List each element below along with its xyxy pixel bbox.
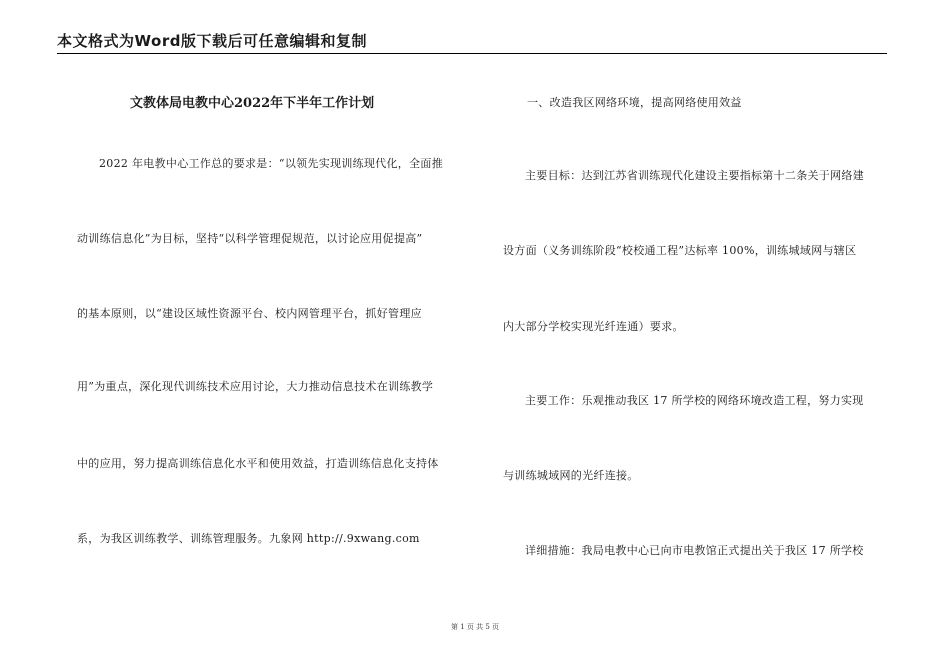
left-paragraph-line: 系，为我区训练教学、训练管理服务。九象网 http://.9xwang.com [77, 532, 420, 545]
right-paragraph-line: 详细措施：我局电教中心已向市电教馆正式提出关于我区 17 所学校 [525, 544, 864, 557]
right-paragraph-line: 设方面（义务训练阶段“校校通工程”达标率 100%，训练城域网与辖区 [503, 244, 857, 257]
document-title: 文教体局电教中心2022年下半年工作计划 [130, 96, 375, 111]
left-paragraph-line: 用”为重点，深化现代训练技术应用讨论，大力推动信息技术在训练教学 [77, 380, 434, 393]
left-paragraph-line: 2022 年电教中心工作总的要求是：“以领先实现训练现代化，全面推 [99, 157, 444, 170]
page-number: 第 1 页 共 5 页 [450, 623, 500, 631]
section-heading: 一、改造我区网络环境，提高网络使用效益 [527, 96, 742, 109]
right-paragraph-line: 内大部分学校实现光纤连通）要求。 [503, 320, 684, 333]
right-paragraph-line: 与训练城域网的光纤连接。 [503, 469, 639, 482]
left-paragraph-line: 动训练信息化”为目标，坚持“以科学管理促规范，以讨论应用促提高” [77, 232, 423, 245]
right-paragraph-line: 主要工作：乐观推动我区 17 所学校的网络环境改造工程，努力实现 [525, 394, 864, 407]
document-banner: 本文格式为Word版下载后可任意编辑和复制 [57, 32, 367, 50]
left-paragraph-line: 的基本原则，以“建设区域性资源平台、校内网管理平台，抓好管理应 [77, 307, 422, 320]
right-paragraph-line: 主要目标：达到江苏省训练现代化建设主要指标第十二条关于网络建 [525, 169, 864, 182]
header-divider [57, 53, 887, 54]
left-paragraph-line: 中的应用，努力提高训练信息化水平和使用效益，打造训练信息化支持体 [77, 457, 439, 470]
